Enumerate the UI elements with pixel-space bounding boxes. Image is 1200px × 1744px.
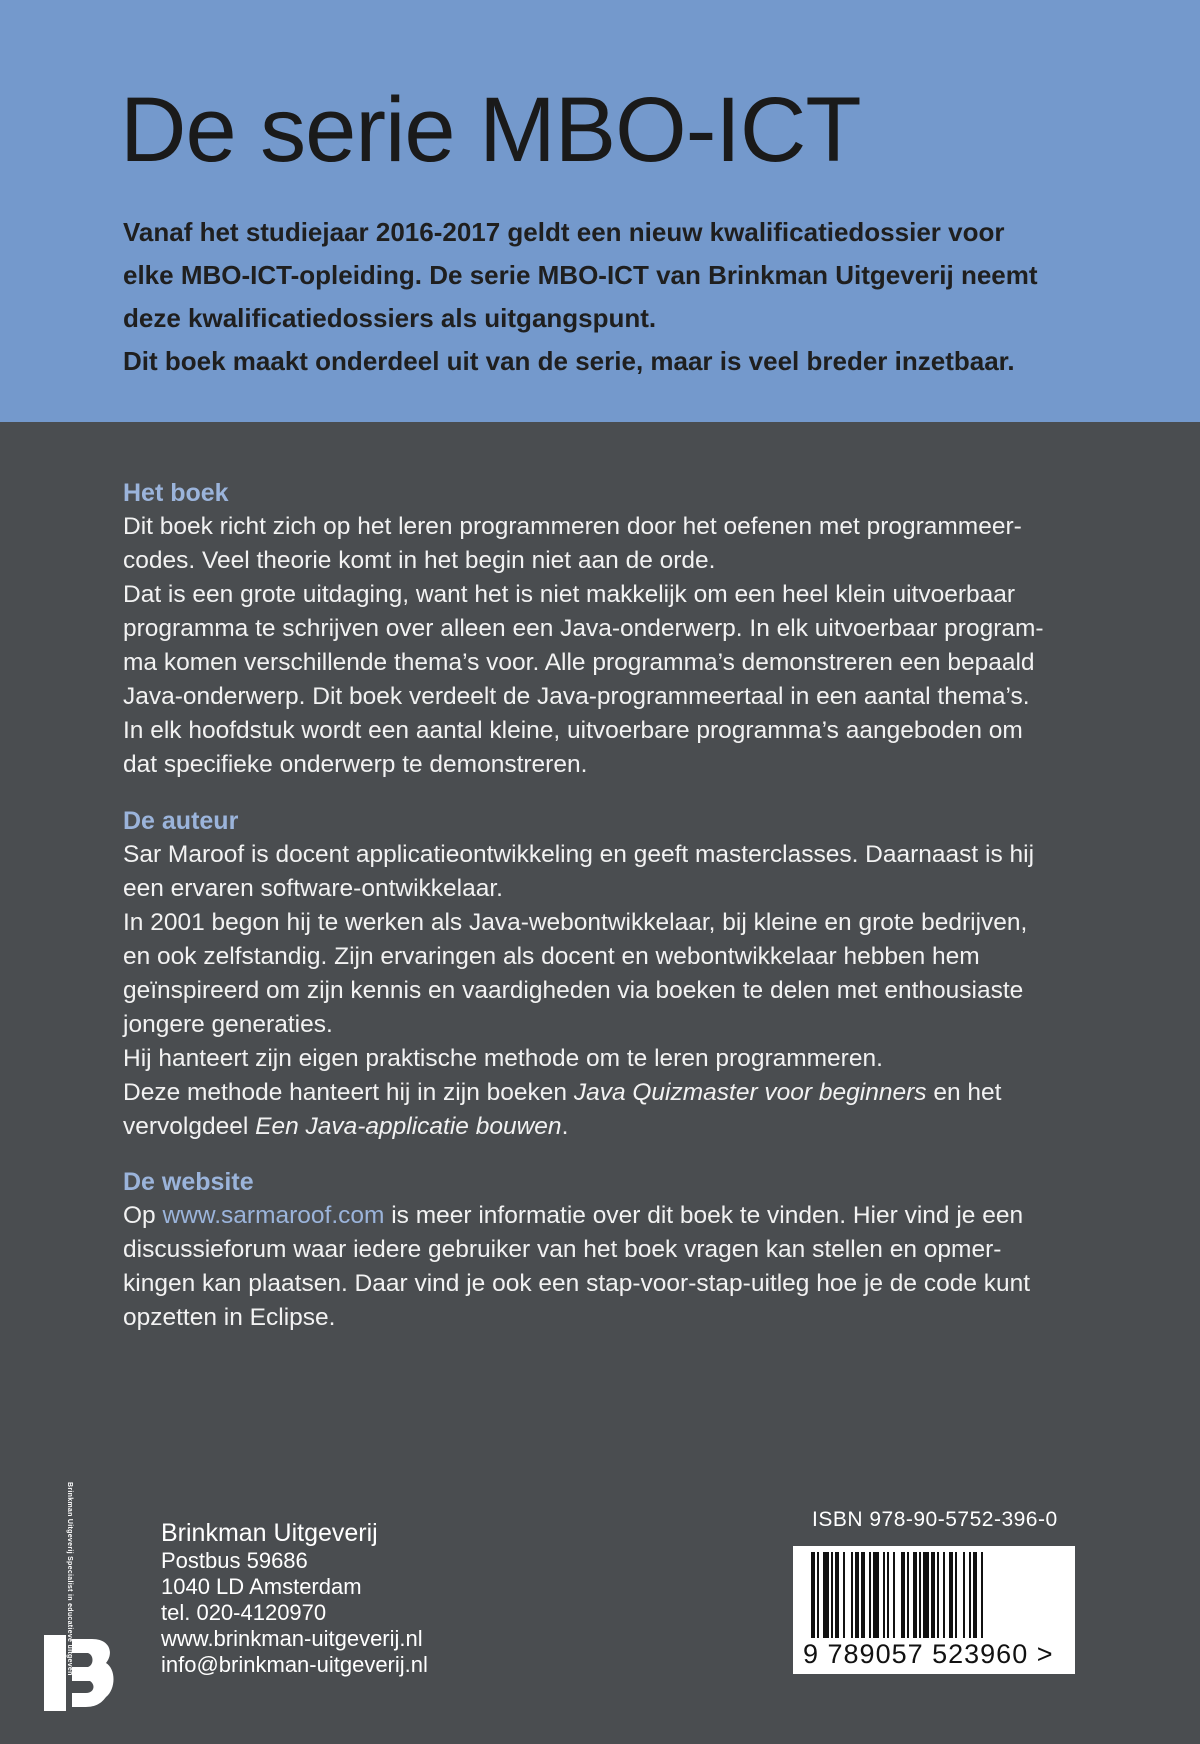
barcode-bar [811,1552,815,1638]
body-line: programma te schrijven over alleen een Java-onderwerp. In elk uitvoerbaar program- [123,615,1044,642]
body-line: kingen kan plaatsen. Daar vind je ook een stap-voor-stap-uitleg hoe je de code kunt [123,1270,1031,1297]
section-website [123,1165,1133,1335]
body-line: In 2001 begon hij te werken als Java-webontwikkelaar, bij kleine en grote bedrijven, [123,909,1028,936]
section-author [123,804,1133,1144]
barcode-bar [981,1552,983,1638]
publisher-name: Brinkman Uitgeverij [161,1519,378,1547]
barcode-bar [919,1552,921,1638]
body-line [123,1199,1133,1233]
series-title: De serie MBO-ICT [120,79,861,181]
intro-line: elke MBO-ICT-opleiding. De serie MBO-ICT van Brinkman Uitgeverij neemt [123,260,1038,290]
publisher-postbus: Postbus 59686 [161,1548,308,1573]
body-line: Java-onderwerp. Dit boek verdeelt de Java-programmeertaal in een aantal thema’s. [123,683,1030,710]
barcode-bar [913,1552,917,1638]
section-body-website [123,1199,1133,1335]
barcode-bar [855,1552,859,1638]
body-line: Sar Maroof is docent applicatieontwikkeling en geeft masterclasses. Daarnaast is hij [123,841,1035,868]
text-run: vervolgdeel [123,1113,256,1140]
barcode-bar [873,1552,879,1638]
body-line: jongere generaties. [123,1011,333,1038]
barcode-bar [887,1552,889,1638]
body-line [123,1076,1133,1110]
body-line: Hij hanteert zijn eigen praktische methode om te leren programmeren. [123,1045,883,1072]
series-intro [123,211,1083,383]
section-body-book [123,510,1133,782]
barcode-bar [923,1552,929,1638]
barcode-bar [901,1552,905,1638]
barcode-bars [793,1552,1075,1648]
text-run: is meer informatie over dit boek te vinden. Hier vind je een [384,1202,1024,1229]
barcode-bar [851,1552,853,1638]
body-line: opzetten in Eclipse. [123,1304,336,1331]
barcode-bar [831,1552,833,1638]
body-line: een ervaren software-ontwikkelaar. [123,875,503,902]
intro-line: Dit boek maakt onderdeel uit van de serie, maar is veel breder inzetbaar. [123,346,1015,376]
section-body-author [123,838,1133,1144]
text-run: Op [123,1202,163,1229]
body-line: In elk hoofdstuk wordt een aantal kleine, uitvoerbare programma’s aangeboden om [123,717,1023,744]
body-line: discussieforum waar iedere gebruiker van het boek vragen kan stellen en opmer- [123,1236,1002,1263]
publisher-phone: tel. 020-4120970 [161,1600,327,1625]
text-run: . [561,1113,569,1140]
barcode-bar [883,1552,885,1638]
barcode-bar [963,1552,965,1638]
text-run: Deze methode hanteert hij in zijn boeken [123,1079,574,1106]
publisher-logo [44,1635,116,1711]
publisher-tagline: Brinkman Uitgeverij Specialist in educatieve uitgeven [66,1482,73,1676]
website-link[interactable]: www.sarmaroof.com [162,1202,385,1229]
barcode-bar [823,1552,829,1638]
barcode-bar [973,1552,977,1638]
body-line: dat specifieke onderwerp te demonstreren. [123,751,588,778]
publisher-address [161,1518,428,1678]
body-line: Dat is een grote uitdaging, want het is niet makkelijk om een heel klein uitvoerbaar [123,581,1016,608]
isbn-label: ISBN 978-90-5752-396-0 [812,1508,1058,1531]
body-line [123,1110,1133,1144]
barcode-bar [843,1552,845,1638]
intro-line: Vanaf het studiejaar 2016-2017 geldt een nieuw kwalificatiedossier voor [123,217,1005,247]
barcode-bar [931,1552,935,1638]
section-heading-author: De auteur [123,807,239,835]
barcode [793,1546,1075,1674]
barcode-bar [869,1552,871,1638]
barcode-digits: 9 789057 523960 > [803,1639,1054,1669]
barcode-bar [861,1552,865,1638]
publisher-email[interactable]: info@brinkman-uitgeverij.nl [161,1652,428,1677]
barcode-bar [893,1552,895,1638]
section-book [123,476,1133,782]
publisher-website[interactable]: www.brinkman-uitgeverij.nl [161,1626,423,1651]
publisher-city: 1040 LD Amsterdam [161,1574,362,1599]
barcode-bar [949,1552,953,1638]
barcode-bar [937,1552,939,1638]
section-heading-book: Het boek [123,479,229,507]
body-line: en ook zelfstandig. Zijn ervaringen als docent en webontwikkelaar hebben hem [123,943,980,970]
barcode-bar [969,1552,971,1638]
intro-line: deze kwalificatiedossiers als uitgangspunt. [123,303,657,333]
body-line: geïnspireerd om zijn kennis en vaardigheden via boeken te delen met enthousiaste [123,977,1024,1004]
barcode-bar [817,1552,819,1638]
body-line: Dit boek richt zich op het leren programmeren door het oefenen met programmeer- [123,513,1022,540]
body-line: codes. Veel theorie komt in het begin niet aan de orde. [123,547,716,574]
barcode-bar [955,1552,957,1638]
barcode-bar [835,1552,839,1638]
barcode-bar [907,1552,909,1638]
book-title-quizmaster: Java Quizmaster voor beginners [573,1079,927,1106]
body-line: ma komen verschillende thema’s voor. Alle programma’s demonstreren een bepaald [123,649,1035,676]
text-run: en het [926,1079,1002,1106]
book-title-applicatie: Een Java-applicatie bouwen [255,1113,562,1140]
barcode-bar [943,1552,945,1638]
section-heading-website: De website [123,1168,254,1196]
